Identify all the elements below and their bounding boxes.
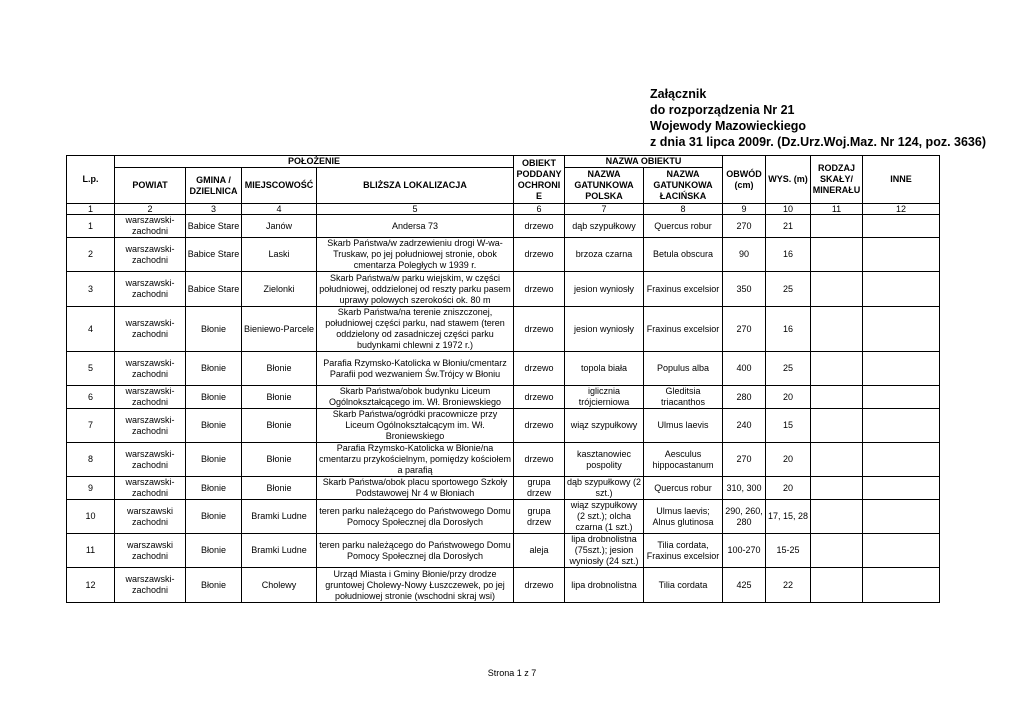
- cell-commune: Babice Stare: [186, 238, 242, 272]
- header-line-annex: Załącznik: [650, 87, 707, 101]
- table-row: [67, 443, 940, 477]
- column-number: 6: [514, 204, 565, 215]
- cell-commune: Błonie: [186, 443, 242, 477]
- cell-polish-name: dąb szypułkowy (2 szt.): [565, 477, 644, 500]
- cell-protected-object: drzewo: [514, 307, 565, 352]
- cell-polish-name: dąb szypułkowy: [565, 215, 644, 238]
- cell-county: warszawski zachodni: [115, 500, 186, 534]
- table-row: [67, 352, 940, 386]
- cell-rock-type: [811, 568, 863, 603]
- table-row: [67, 409, 940, 443]
- cell-lp: 1: [67, 215, 115, 238]
- column-number: 3: [186, 204, 242, 215]
- table-row: [67, 307, 940, 352]
- cell-circumference: 270: [723, 215, 766, 238]
- cell-latin-name: Tilia cordata: [644, 568, 723, 603]
- header-object-name: NAZWA OBIEKTU: [565, 156, 723, 168]
- cell-polish-name: lipa drobnolistna: [565, 568, 644, 603]
- cell-county: warszawski-zachodni: [115, 238, 186, 272]
- cell-other: [863, 477, 940, 500]
- header-detailed-location: BLIŻSZA LOKALIZACJA: [317, 168, 514, 204]
- header-line-regulation: do rozporządzenia Nr 21: [650, 103, 795, 117]
- cell-polish-name: kasztanowiec pospolity: [565, 443, 644, 477]
- cell-polish-name: iglicznia trójcierniowa: [565, 386, 644, 409]
- cell-protected-object: drzewo: [514, 386, 565, 409]
- cell-circumference: 270: [723, 443, 766, 477]
- cell-height: 15-25: [766, 534, 811, 568]
- column-number: 5: [317, 204, 514, 215]
- cell-protected-object: drzewo: [514, 409, 565, 443]
- cell-rock-type: [811, 272, 863, 307]
- cell-commune: Babice Stare: [186, 272, 242, 307]
- table-row: [67, 534, 940, 568]
- cell-rock-type: [811, 238, 863, 272]
- cell-polish-name: brzoza czarna: [565, 238, 644, 272]
- cell-detailed-location: Parafia Rzymsko-Katolicka w Błoniu/cmentarz Parafii pod wezwaniem Św.Trójcy w Błoniu: [317, 352, 514, 386]
- cell-other: [863, 307, 940, 352]
- cell-commune: Błonie: [186, 477, 242, 500]
- column-number: 4: [242, 204, 317, 215]
- cell-other: [863, 500, 940, 534]
- cell-rock-type: [811, 443, 863, 477]
- cell-circumference: 240: [723, 409, 766, 443]
- cell-rock-type: [811, 307, 863, 352]
- cell-locality: Błonie: [242, 352, 317, 386]
- cell-latin-name: Tilia cordata, Fraxinus excelsior: [644, 534, 723, 568]
- cell-county: warszawski-zachodni: [115, 409, 186, 443]
- cell-circumference: 100-270: [723, 534, 766, 568]
- cell-other: [863, 409, 940, 443]
- cell-protected-object: aleja: [514, 534, 565, 568]
- column-number: 12: [863, 204, 940, 215]
- cell-county: warszawski zachodni: [115, 534, 186, 568]
- cell-rock-type: [811, 215, 863, 238]
- table-row: [67, 500, 940, 534]
- header-latin-name: NAZWA GATUNKOWA ŁACIŃSKA: [644, 168, 723, 204]
- cell-lp: 5: [67, 352, 115, 386]
- cell-locality: Błonie: [242, 477, 317, 500]
- cell-height: 17, 15, 28: [766, 500, 811, 534]
- cell-detailed-location: Skarb Państwa/obok placu sportowego Szkoły Podstawowej Nr 4 w Błoniach: [317, 477, 514, 500]
- cell-lp: 2: [67, 238, 115, 272]
- column-number: 7: [565, 204, 644, 215]
- column-number: 1: [67, 204, 115, 215]
- header-locality: MIEJSCOWOŚĆ: [242, 168, 317, 204]
- cell-lp: 9: [67, 477, 115, 500]
- header-polish-name: NAZWA GATUNKOWA POLSKA: [565, 168, 644, 204]
- document-header: [650, 86, 986, 150]
- header-commune: GMINA / DZIELNICA: [186, 168, 242, 204]
- cell-detailed-location: Skarb Państwa/w parku wiejskim, w części południowej, oddzielonej od reszty parku pasem uprawy polowych szerokości ok. 80 m: [317, 272, 514, 307]
- cell-height: 20: [766, 443, 811, 477]
- cell-latin-name: Aesculus hippocastanum: [644, 443, 723, 477]
- cell-height: 16: [766, 307, 811, 352]
- cell-lp: 7: [67, 409, 115, 443]
- cell-detailed-location: Andersa 73: [317, 215, 514, 238]
- cell-county: warszawski-zachodni: [115, 568, 186, 603]
- cell-detailed-location: Skarb Państwa/ogródki pracownicze przy Liceum Ogólnokształcącym im. Wł. Broniewskiego: [317, 409, 514, 443]
- cell-latin-name: Gleditsia triacanthos: [644, 386, 723, 409]
- cell-lp: 10: [67, 500, 115, 534]
- table-row: [67, 568, 940, 603]
- cell-protected-object: drzewo: [514, 352, 565, 386]
- cell-other: [863, 272, 940, 307]
- cell-lp: 11: [67, 534, 115, 568]
- cell-circumference: 90: [723, 238, 766, 272]
- cell-polish-name: lipa drobnolistna (75szt.); jesion wyniosły (24 szt.): [565, 534, 644, 568]
- cell-height: 25: [766, 352, 811, 386]
- cell-height: 20: [766, 386, 811, 409]
- cell-circumference: 280: [723, 386, 766, 409]
- cell-locality: Bramki Ludne: [242, 534, 317, 568]
- cell-lp: 3: [67, 272, 115, 307]
- table-row: [67, 238, 940, 272]
- cell-lp: 6: [67, 386, 115, 409]
- header-line-voivode: Wojewody Mazowieckiego: [650, 119, 807, 133]
- cell-commune: Błonie: [186, 386, 242, 409]
- cell-latin-name: Ulmus laevis; Alnus glutinosa: [644, 500, 723, 534]
- cell-locality: Zielonki: [242, 272, 317, 307]
- cell-latin-name: Betula obscura: [644, 238, 723, 272]
- cell-commune: Błonie: [186, 352, 242, 386]
- cell-commune: Błonie: [186, 500, 242, 534]
- cell-locality: Bramki Ludne: [242, 500, 317, 534]
- cell-circumference: 310, 300: [723, 477, 766, 500]
- cell-protected-object: drzewo: [514, 272, 565, 307]
- cell-lp: 4: [67, 307, 115, 352]
- cell-other: [863, 386, 940, 409]
- cell-county: warszawski-zachodni: [115, 443, 186, 477]
- cell-protected-object: drzewo: [514, 568, 565, 603]
- cell-circumference: 425: [723, 568, 766, 603]
- cell-locality: Cholewy: [242, 568, 317, 603]
- header-line-date: z dnia 31 lipca 2009r. (Dz.Urz.Woj.Maz. Nr 124, poz. 3636): [650, 135, 986, 149]
- cell-latin-name: Fraxinus excelsior: [644, 272, 723, 307]
- header-county: POWIAT: [115, 168, 186, 204]
- cell-county: warszawski-zachodni: [115, 352, 186, 386]
- cell-commune: Błonie: [186, 534, 242, 568]
- header-other: INNE: [863, 156, 940, 204]
- column-numbers-row: [67, 204, 940, 215]
- cell-rock-type: [811, 352, 863, 386]
- cell-commune: Błonie: [186, 307, 242, 352]
- cell-polish-name: jesion wyniosły: [565, 272, 644, 307]
- cell-polish-name: wiąz szypułkowy: [565, 409, 644, 443]
- header-location: POŁOŻENIE: [115, 156, 514, 168]
- cell-protected-object: drzewo: [514, 215, 565, 238]
- table-row: [67, 386, 940, 409]
- cell-locality: Bieniewo-Parcele: [242, 307, 317, 352]
- cell-commune: Babice Stare: [186, 215, 242, 238]
- cell-latin-name: Fraxinus excelsior: [644, 307, 723, 352]
- cell-circumference: 270: [723, 307, 766, 352]
- cell-lp: 8: [67, 443, 115, 477]
- cell-latin-name: Quercus robur: [644, 215, 723, 238]
- cell-protected-object: drzewo: [514, 238, 565, 272]
- cell-latin-name: Quercus robur: [644, 477, 723, 500]
- column-number: 10: [766, 204, 811, 215]
- cell-height: 15: [766, 409, 811, 443]
- cell-rock-type: [811, 409, 863, 443]
- cell-other: [863, 352, 940, 386]
- table-body: [67, 215, 940, 603]
- cell-rock-type: [811, 477, 863, 500]
- cell-height: 22: [766, 568, 811, 603]
- cell-locality: Janów: [242, 215, 317, 238]
- cell-polish-name: topola biała: [565, 352, 644, 386]
- table-row: [67, 215, 940, 238]
- cell-other: [863, 443, 940, 477]
- cell-county: warszawski-zachodni: [115, 307, 186, 352]
- cell-rock-type: [811, 500, 863, 534]
- cell-detailed-location: Skarb Państwa/w zadrzewieniu drogi W-wa-Truskaw, po jej południowej stronie, obok cmentarza Poległych w 1939 r.: [317, 238, 514, 272]
- cell-detailed-location: Urząd Miasta i Gminy Błonie/przy drodze gruntowej Cholewy-Nowy Łuszczewek, po jej południowej stronie (wschodni skraj wsi): [317, 568, 514, 603]
- cell-detailed-location: Skarb Państwa/obok budynku Liceum Ogólnokształcącego im. Wł. Broniewskiego: [317, 386, 514, 409]
- cell-detailed-location: teren parku należącego do Państwowego Domu Pomocy Społecznej dla Dorosłych: [317, 534, 514, 568]
- header-lp: L.p.: [67, 156, 115, 204]
- cell-lp: 12: [67, 568, 115, 603]
- cell-height: 21: [766, 215, 811, 238]
- cell-other: [863, 568, 940, 603]
- cell-county: warszawski-zachodni: [115, 386, 186, 409]
- cell-other: [863, 534, 940, 568]
- cell-height: 25: [766, 272, 811, 307]
- column-number: 2: [115, 204, 186, 215]
- cell-locality: Laski: [242, 238, 317, 272]
- cell-height: 16: [766, 238, 811, 272]
- cell-circumference: 350: [723, 272, 766, 307]
- column-number: 11: [811, 204, 863, 215]
- cell-protected-object: drzewo: [514, 443, 565, 477]
- cell-polish-name: wiąz szypułkowy (2 szt.); olcha czarna (1 szt.): [565, 500, 644, 534]
- cell-polish-name: jesion wyniosły: [565, 307, 644, 352]
- header-circumference: OBWÓD (cm): [723, 156, 766, 204]
- cell-other: [863, 238, 940, 272]
- table-row: [67, 272, 940, 307]
- cell-commune: Błonie: [186, 409, 242, 443]
- column-number: 8: [644, 204, 723, 215]
- cell-county: warszawski-zachodni: [115, 272, 186, 307]
- cell-commune: Błonie: [186, 568, 242, 603]
- cell-protected-object: grupa drzew: [514, 500, 565, 534]
- cell-locality: Błonie: [242, 443, 317, 477]
- cell-rock-type: [811, 386, 863, 409]
- header-protected-object: OBIEKT PODDANY OCHRONI E: [514, 156, 565, 204]
- cell-circumference: 290, 260, 280: [723, 500, 766, 534]
- cell-detailed-location: Parafia Rzymsko-Katolicka w Błonie/na cmentarzu przykościelnym, pomiędzy kościołem a parafią: [317, 443, 514, 477]
- cell-county: warszawski-zachodni: [115, 477, 186, 500]
- cell-height: 20: [766, 477, 811, 500]
- monuments-table: [66, 155, 940, 603]
- cell-rock-type: [811, 534, 863, 568]
- cell-detailed-location: teren parku należącego do Państwowego Domu Pomocy Społecznej dla Dorosłych: [317, 500, 514, 534]
- cell-locality: Błonie: [242, 386, 317, 409]
- cell-circumference: 400: [723, 352, 766, 386]
- cell-county: warszawski-zachodni: [115, 215, 186, 238]
- cell-protected-object: grupa drzew: [514, 477, 565, 500]
- table-row: [67, 477, 940, 500]
- cell-latin-name: Populus alba: [644, 352, 723, 386]
- header-height: WYS. (m): [766, 156, 811, 204]
- cell-detailed-location: Skarb Państwa/na terenie zniszczonej, południowej części parku, nad stawem (teren oddzielony od zasadniczej części parku budynkami chlewni z 1972 r.): [317, 307, 514, 352]
- cell-locality: Błonie: [242, 409, 317, 443]
- cell-other: [863, 215, 940, 238]
- header-rock-type: RODZAJ SKAŁY/ MINERAŁU: [811, 156, 863, 204]
- cell-latin-name: Ulmus laevis: [644, 409, 723, 443]
- column-number: 9: [723, 204, 766, 215]
- page-number: Strona 1 z 7: [487, 668, 537, 678]
